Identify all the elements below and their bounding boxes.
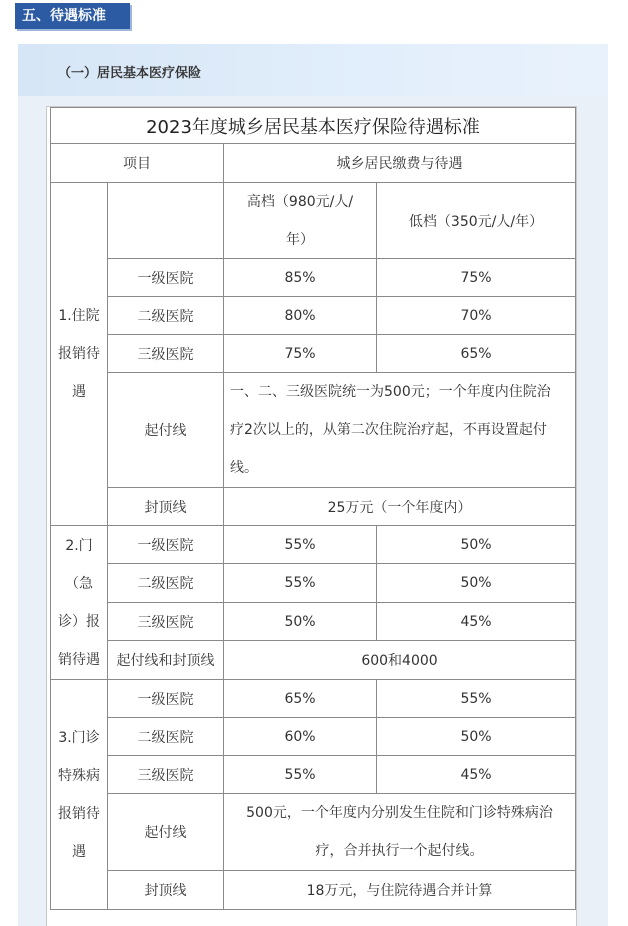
special-deductible-l1: 500元，一个年度内分别发生住院和门诊特殊病治	[246, 805, 553, 821]
inpatient-row-high: 80%	[224, 297, 377, 335]
inpatient-row-label: 三级医院	[108, 335, 224, 373]
special-row-high: 65%	[224, 680, 377, 718]
emergency-row-high: 55%	[224, 526, 377, 564]
special-cap-label: 封顶线	[108, 871, 224, 910]
tier-blank	[108, 183, 224, 259]
emergency-category-l2: （急	[65, 575, 93, 592]
emergency-row-high: 50%	[224, 603, 377, 641]
subsection-bar	[18, 44, 608, 96]
inpatient-deductible-value	[224, 373, 576, 488]
special-row-low: 50%	[377, 718, 576, 756]
inpatient-category-l1: 1.住院	[58, 308, 100, 324]
special-row-label: 三级医院	[108, 756, 224, 794]
inpatient-deductible-l3: 线。	[230, 460, 258, 476]
special-cap-value: 18万元，与住院待遇合并计算	[224, 871, 576, 910]
inpatient-row-low: 75%	[377, 259, 576, 297]
special-row-high: 55%	[224, 756, 377, 794]
emergency-limits-label: 起付线和封顶线	[108, 641, 224, 680]
inpatient-category-l2: 报销待	[58, 346, 100, 362]
special-category-l3: 报销待	[58, 805, 100, 822]
inpatient-row-high: 75%	[224, 335, 377, 373]
special-category-l1: 3.门诊	[58, 729, 100, 746]
special-deductible-label: 起付线	[108, 794, 224, 871]
emergency-row-low: 50%	[377, 564, 576, 603]
subsection-title: （一）居民基本医疗保险	[58, 66, 202, 81]
inpatient-deductible-label: 起付线	[108, 373, 224, 488]
inpatient-row-label: 一级医院	[108, 259, 224, 297]
special-category	[50, 680, 108, 910]
emergency-category-l1: 2.门	[65, 537, 93, 554]
section-heading: 五、待遇标准	[15, 3, 130, 29]
emergency-row-label: 一级医院	[108, 526, 224, 564]
emergency-row-high: 55%	[224, 564, 377, 603]
tier-high-l1: 高档（980元/人/	[246, 193, 354, 210]
header-item: 项目	[50, 144, 224, 183]
emergency-category-l4: 销待遇	[58, 651, 100, 668]
table-title: 2023年度城乡居民基本医疗保险待遇标准	[50, 107, 576, 144]
special-category-l2: 特殊病	[58, 767, 100, 784]
emergency-limits-value: 600和4000	[224, 641, 576, 680]
special-row-label: 一级医院	[108, 680, 224, 718]
special-deductible-l2: 疗，合并执行一个起付线。	[315, 843, 484, 859]
emergency-row-label: 三级医院	[108, 603, 224, 641]
inpatient-cap-value: 25万元（一个年度内）	[224, 488, 576, 526]
emergency-row-low: 50%	[377, 526, 576, 564]
inpatient-deductible-l1: 一、二、三级医院统一为500元；一个年度内住院治	[230, 384, 551, 400]
tier-high	[224, 183, 377, 259]
inpatient-row-label: 二级医院	[108, 297, 224, 335]
emergency-category-l3: 诊）报	[58, 613, 100, 630]
header-col: 城乡居民缴费与待遇	[224, 144, 576, 183]
special-row-low: 45%	[377, 756, 576, 794]
content-panel	[18, 44, 608, 926]
inpatient-category	[50, 183, 108, 526]
inpatient-row-high: 85%	[224, 259, 377, 297]
special-deductible-value	[224, 794, 576, 871]
emergency-category	[50, 526, 108, 680]
special-row-label: 二级医院	[108, 718, 224, 756]
inpatient-cap-label: 封顶线	[108, 488, 224, 526]
inpatient-row-low: 70%	[377, 297, 576, 335]
special-row-high: 60%	[224, 718, 377, 756]
benefit-table-card	[46, 106, 577, 926]
emergency-row-low: 45%	[377, 603, 576, 641]
tier-high-l2: 年）	[286, 231, 314, 248]
emergency-row-label: 二级医院	[108, 564, 224, 603]
special-row-low: 55%	[377, 680, 576, 718]
inpatient-deductible-l2: 疗2次以上的，从第二次住院治疗起，不再设置起付	[230, 422, 547, 438]
special-category-l4: 遇	[72, 843, 86, 860]
inpatient-category-l3: 遇	[72, 384, 86, 400]
inpatient-row-low: 65%	[377, 335, 576, 373]
tier-low: 低档（350元/人/年）	[377, 183, 576, 259]
